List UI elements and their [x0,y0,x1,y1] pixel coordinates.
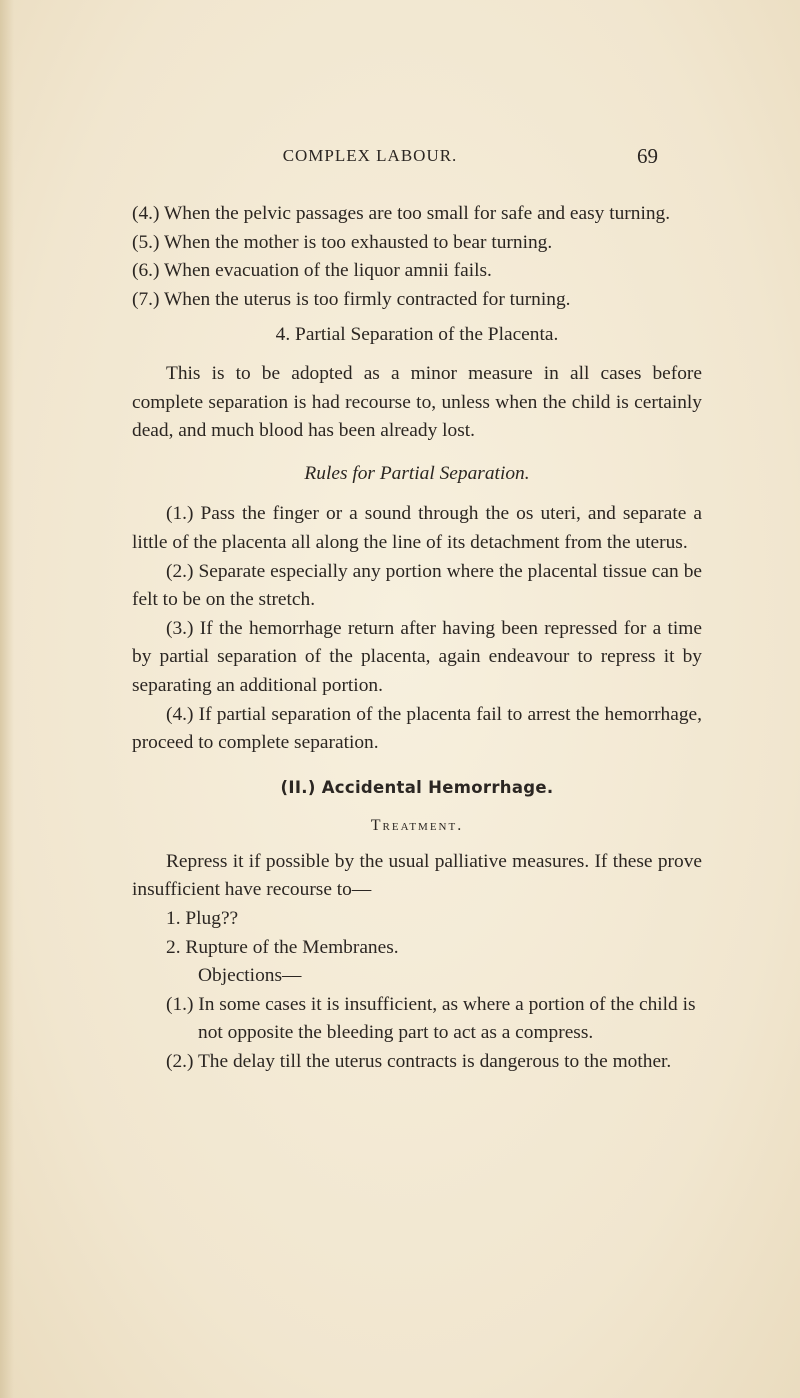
section-heading: 4. Partial Separation of the Placenta. [275,324,559,346]
treatment-subheading: Treatment. [370,817,464,835]
objections-label: Objections— [198,965,302,987]
list-item: 1. Plug?? [166,908,239,930]
page-edge-shadow [0,0,14,1398]
rule-item: (4.) If partial separation of the placenta fail to arrest the hemorrhage, proceed to complete separation. [132,703,702,754]
list-item: (7.) When the uterus is too firmly contracted for turning. [132,288,571,310]
accidental-heading: (II.) Accidental Hemorrhage. [280,777,554,797]
rule-item: (3.) If the hemorrhage return after having been repressed for a time by partial separation of the placenta, again endeavour to repress it by separating an additional portion. [132,617,702,696]
running-head: COMPLEX LABOUR. [282,146,458,165]
paragraph: Repress it if possible by the usual palliative measures. If these prove insufficient have recourse to— [132,850,702,901]
page-header [0,144,800,172]
rules-heading: Rules for Partial Separation. [304,462,530,484]
list-item: 2. Rupture of the Membranes. [166,936,399,958]
list-item: (6.) When evacuation of the liquor amnii fails. [132,260,492,282]
paragraph: This is to be adopted as a minor measure in all cases before complete separation is had recourse to, unless when the child is certainly dead, and much blood has been already lost. [132,362,702,442]
objection-item: (1.) In some cases it is insufficient, as where a portion of the child is not opposite the bleeding part to act as a compress. [166,993,696,1044]
page-number: 69 [637,144,658,168]
rule-item: (2.) Separate especially any portion where the placental tissue can be felt to be on the stretch. [132,560,702,611]
page-body [132,200,702,1077]
rule-item: (1.) Pass the finger or a sound through the os uteri, and separate a little of the placenta all along the line of its detachment from the uterus. [132,503,702,553]
list-item: (5.) When the mother is too exhausted to bear turning. [132,231,553,253]
objection-item: (2.) The delay till the uterus contracts is dangerous to the mother. [166,1051,672,1073]
list-item: (4.) When the pelvic passages are too small for safe and easy turning. [132,203,671,224]
